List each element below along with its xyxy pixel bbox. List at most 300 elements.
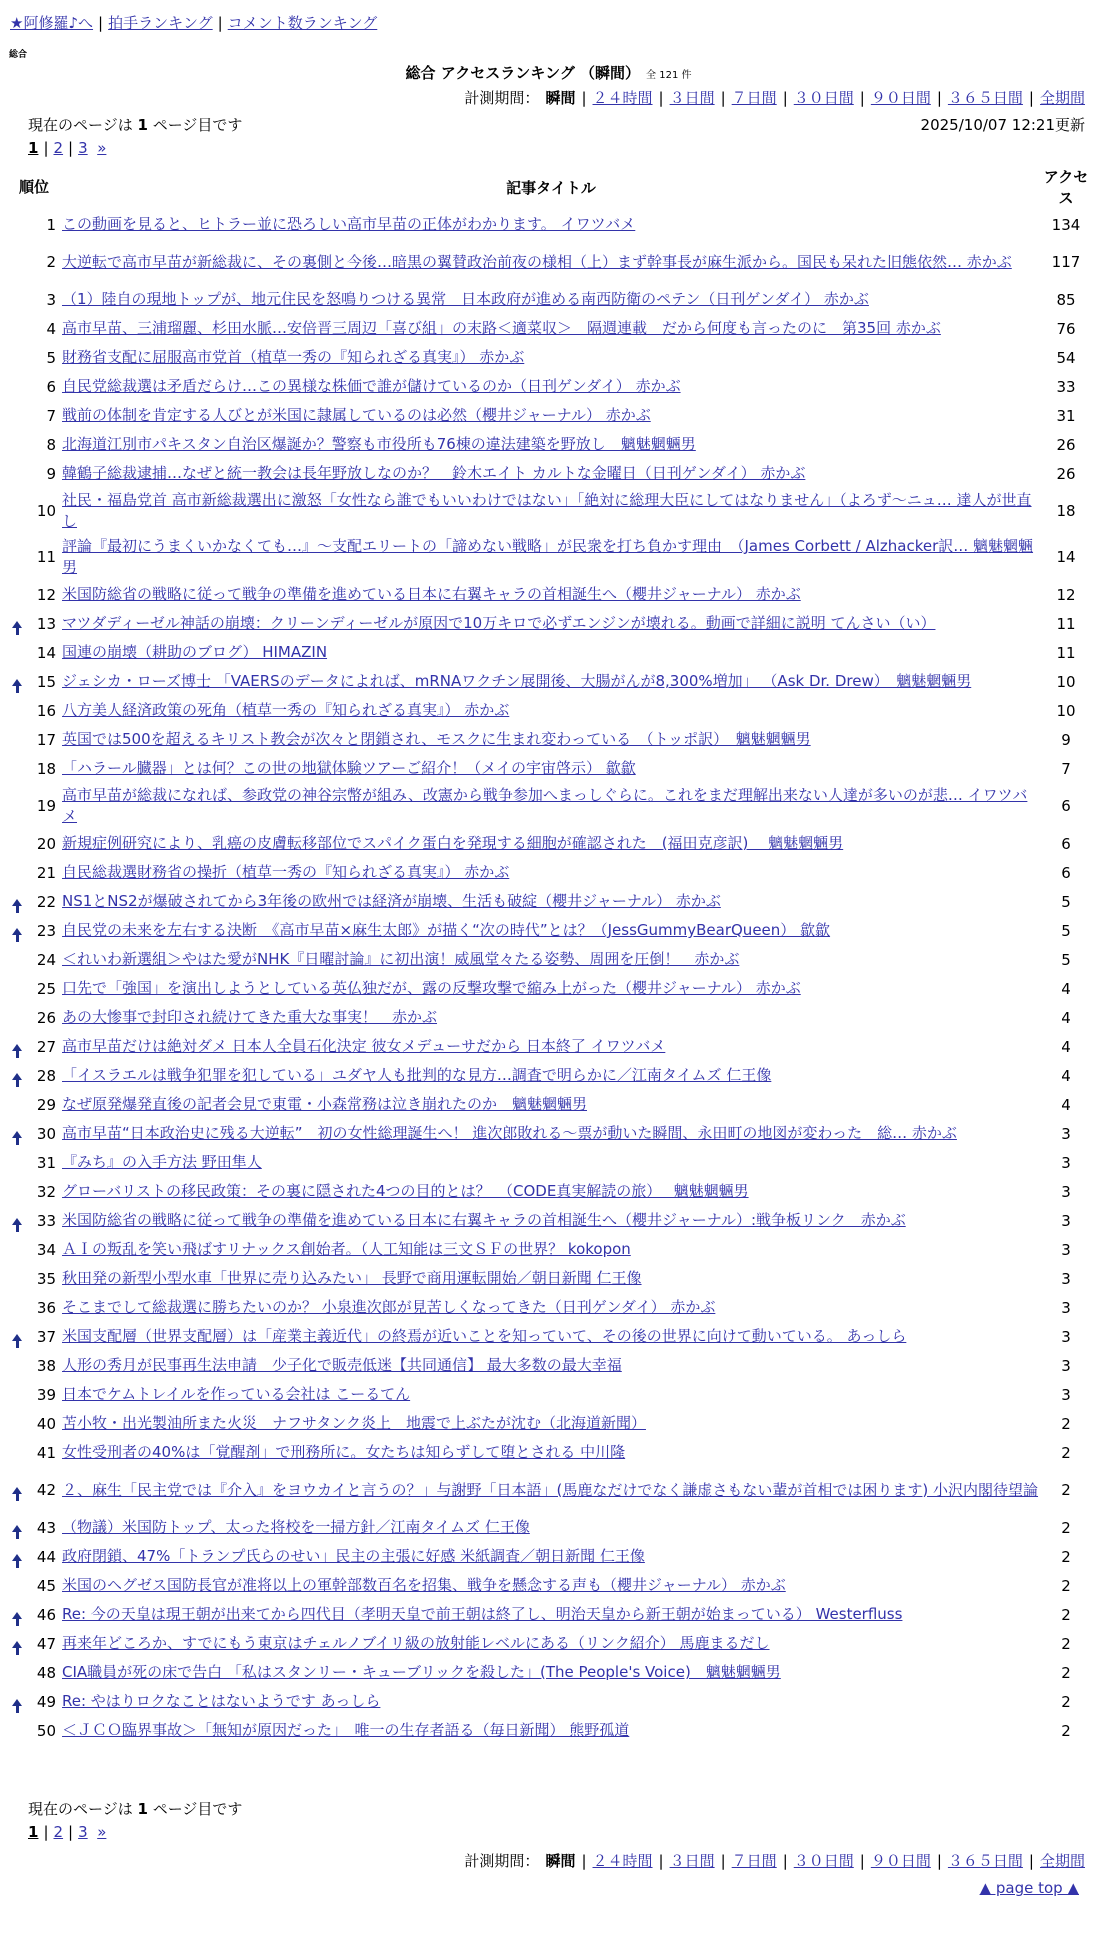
rank-number: 10: [36, 502, 56, 520]
rank-change-cell: [8, 239, 26, 285]
rank-change-cell: [8, 534, 26, 580]
article-title-cell: [60, 1438, 1042, 1467]
arrow-up-icon: [12, 1044, 22, 1051]
article-link[interactable]: 高市早苗だけは絶対ダメ 日本人全員石化決定 彼女メデューサだから 日本終了 イワツバメ: [62, 1037, 666, 1055]
page-info-top: [28, 114, 242, 135]
access-count: 12: [1056, 585, 1076, 604]
access-count: 2: [1061, 1414, 1071, 1433]
rank-number: 4: [46, 319, 56, 338]
table-row: [8, 829, 1090, 858]
table-row: [8, 1600, 1090, 1629]
rank-number: 24: [36, 950, 56, 969]
article-title-cell: [60, 1235, 1042, 1264]
article-title-cell: [60, 1629, 1042, 1658]
rank-number: 39: [36, 1385, 56, 1404]
access-count: 9: [1061, 730, 1071, 749]
article-link[interactable]: マツダディーゼル神話の崩壊：クリーンディーゼルが原因で10万キロで必ずエンジンが壊れる。動画で詳細に説明 てんさい（い）: [62, 614, 936, 632]
article-title-cell: [60, 974, 1042, 1003]
rank-number: 38: [36, 1356, 56, 1375]
article-link[interactable]: 人形の秀月が民事再生法申請 少子化で販売低迷【共同通信】 最大多数の最大幸福: [62, 1356, 622, 1374]
rank-change-cell: [8, 314, 26, 343]
access-count: 11: [1056, 614, 1076, 633]
article-link[interactable]: 日本でケムトレイルを作っている会社は こーるてん: [62, 1385, 411, 1403]
rank-number: 40: [36, 1414, 56, 1433]
table-row: [8, 916, 1090, 945]
pager-next[interactable]: »: [97, 1823, 107, 1841]
article-title-cell: [60, 754, 1042, 783]
rank-change-cell: [8, 725, 26, 754]
article-title-cell: [60, 1032, 1042, 1061]
article-title-cell: [60, 401, 1042, 430]
article-title-cell: [60, 638, 1042, 667]
access-count: 10: [1056, 701, 1076, 720]
article-title-cell: [60, 1542, 1042, 1571]
period-link-365d[interactable]: ３６５日間: [947, 89, 1023, 107]
ranking-table: [8, 165, 1090, 1745]
period-link-7d[interactable]: ７日間: [731, 89, 777, 107]
page-info-suffix: ページ目です: [152, 116, 243, 134]
access-count: 2: [1061, 1547, 1071, 1566]
period-link-3d[interactable]: ３日間: [669, 89, 715, 107]
period-link-7d[interactable]: ７日間: [731, 1852, 777, 1870]
article-link[interactable]: 米国のヘグゼス国防長官が准将以上の軍幹部数百名を招集、戦争を懸念する声も（櫻井ジャーナル） 赤かぶ: [62, 1576, 786, 1594]
article-title-cell: [60, 430, 1042, 459]
period-link-30d[interactable]: ３０日間: [793, 1852, 854, 1870]
rank-change-cell: [8, 1061, 26, 1090]
page-top-link[interactable]: ▲ page top ▲: [979, 1879, 1079, 1897]
rank-change-cell: [8, 1322, 26, 1351]
table-row: [8, 1351, 1090, 1380]
article-link[interactable]: 戦前の体制を肯定する人びとが米国に隷属しているのは必然（櫻井ジャーナル） 赤かぶ: [62, 406, 651, 424]
article-title-cell: [60, 945, 1042, 974]
table-row: [8, 1438, 1090, 1467]
article-link[interactable]: 自民総裁選財務省の操折（植草一秀の『知られざる真実』） 赤かぶ: [62, 863, 510, 881]
table-row: [8, 534, 1090, 580]
article-title-cell: [60, 1206, 1042, 1235]
pagination-bottom: 1 | 2 | 3 »: [28, 1823, 107, 1841]
article-title-cell: [60, 1600, 1042, 1629]
rank-number: 12: [36, 585, 56, 604]
access-count: 117: [1051, 253, 1081, 271]
article-link[interactable]: 自民党総裁選は矛盾だらけ…この異様な株価で誰が儲けているのか（日刊ゲンダイ） 赤かぶ: [62, 377, 681, 395]
access-count: 2: [1061, 1634, 1071, 1653]
arrow-up-icon: [12, 1699, 22, 1706]
article-link[interactable]: 韓鶴子総裁逮捕…なぜと統一教会は長年野放しなのか？ 鈴木エイト カルトな金曜日（日刊ゲンダイ） 赤かぶ: [62, 464, 806, 482]
article-link[interactable]: あの大惨事で封印され続けてきた重大な事実！ 赤かぶ: [62, 1008, 438, 1026]
rank-number: 23: [36, 921, 56, 940]
access-count: 4: [1061, 979, 1071, 998]
table-row: [8, 858, 1090, 887]
article-link[interactable]: 国連の崩壊（耕助のブログ） HIMAZIN: [62, 643, 328, 661]
period-label: 計測期間：: [464, 89, 540, 107]
access-count: 5: [1061, 921, 1071, 940]
access-count: 31: [1056, 406, 1076, 425]
pager-next[interactable]: »: [97, 139, 107, 157]
rank-number: 18: [36, 759, 56, 778]
rank-number: 7: [46, 406, 56, 425]
table-row: [8, 239, 1090, 285]
rank-number: 13: [36, 614, 56, 633]
article-title-cell: [60, 1090, 1042, 1119]
access-count: 18: [1056, 502, 1076, 520]
rank-change-cell: [8, 916, 26, 945]
article-title-cell: [60, 725, 1042, 754]
article-link[interactable]: NS1とNS2が爆破されてから3年後の欧州では経済が崩壊、生活も破綻（櫻井ジャーナル） 赤かぶ: [62, 892, 721, 910]
access-count: 3: [1061, 1298, 1071, 1317]
rank-change-cell: [8, 1206, 26, 1235]
article-link[interactable]: 苫小牧・出光製油所また火災 ナフサタンク炎上 地震で上ぶたが沈む（北海道新聞）: [62, 1414, 646, 1432]
rank-change-cell: [8, 1380, 26, 1409]
rank-change-cell: [8, 638, 26, 667]
rank-number: 36: [36, 1298, 56, 1317]
rank-change-cell: [8, 1467, 26, 1513]
table-row: [8, 1148, 1090, 1177]
access-count: 3: [1061, 1385, 1071, 1404]
article-title-cell: [60, 343, 1042, 372]
rank-number: 25: [36, 979, 56, 998]
table-row: [8, 1032, 1090, 1061]
article-link[interactable]: 米国支配層（世界支配層）は「産業主義近代」の終焉が近いことを知っていて、その後の世界に向けて動いている。 あっしら: [62, 1327, 907, 1345]
page-info-number: 1: [137, 1800, 148, 1818]
rank-change-cell: [8, 1090, 26, 1119]
updated-timestamp: 2025/10/07 12:21更新: [920, 116, 1085, 134]
separator: |: [217, 14, 223, 32]
period-link-all[interactable]: 全期間: [1039, 1852, 1085, 1870]
rank-change-cell: [8, 1148, 26, 1177]
period-link-24h[interactable]: ２４時間: [592, 89, 653, 107]
article-title-cell: [60, 1467, 1042, 1513]
page-info-number: 1: [137, 116, 148, 134]
rank-change-cell: [8, 945, 26, 974]
pager-page-3[interactable]: 3: [78, 1823, 88, 1841]
table-row: [8, 1206, 1090, 1235]
rank-number: 9: [46, 464, 56, 483]
pager-page-2[interactable]: 2: [53, 139, 64, 157]
access-count: 54: [1056, 348, 1076, 367]
period-link-90d[interactable]: ９０日間: [870, 1852, 931, 1870]
access-count: 3: [1061, 1327, 1071, 1346]
article-link[interactable]: 評論『最初にうまくいかなくても…』～支配エリートの「諦めない戦略」が民衆を打ち負かす理由 （James Corbett / Alzhacker訳… 魑魅魍魎男: [62, 537, 1034, 576]
access-count: 11: [1056, 643, 1076, 662]
rank-number: 2: [46, 253, 56, 271]
article-title-cell: [60, 783, 1042, 829]
article-title-cell: [60, 285, 1042, 314]
applause-ranking-link[interactable]: 拍手ランキング: [108, 14, 213, 32]
rank-change-cell: [8, 1600, 26, 1629]
rank-change-cell: [8, 459, 26, 488]
rank-change-cell: [8, 974, 26, 1003]
period-link-3d[interactable]: ３日間: [669, 1852, 715, 1870]
article-link[interactable]: CIA職員が死の床で告白 「私はスタンリー・キューブリックを殺した」(The People's Voice) 魑魅魍魎男: [62, 1663, 781, 1681]
article-link[interactable]: 英国では500を超えるキリスト教会が次々と閉鎖され、モスクに生まれ変わっている （トッポ訳） 魑魅魍魎男: [62, 730, 811, 748]
table-row: [8, 488, 1090, 534]
table-row: [8, 430, 1090, 459]
article-link[interactable]: 政府閉鎖、47%「トランプ氏らのせい」民主の主張に好感 米紙調査／朝日新聞 仁王像: [62, 1547, 645, 1565]
access-count: 6: [1061, 797, 1071, 815]
article-title-cell: [60, 1513, 1042, 1542]
article-link[interactable]: 北海道江別市パキスタン自治区爆誕か？警察も市役所も76棟の違法建築を野放し 魑魅魍魎男: [62, 435, 696, 453]
rank-change-cell: [8, 609, 26, 638]
article-title-cell: [60, 1177, 1042, 1206]
rank-number: 34: [36, 1240, 56, 1259]
table-row: [8, 1542, 1090, 1571]
period-link-24h[interactable]: ２４時間: [592, 1852, 653, 1870]
access-count: 2: [1061, 1605, 1071, 1624]
table-row: [8, 725, 1090, 754]
rank-number: 14: [36, 643, 56, 662]
access-count: 6: [1061, 863, 1071, 882]
arrow-up-icon: [12, 1525, 22, 1532]
article-link[interactable]: ＜ＪＣＯ臨界事故＞「無知が原因だった」 唯一の生存者語る（毎日新聞） 熊野孤道: [62, 1721, 630, 1739]
page-info-suffix: ページ目です: [152, 1800, 243, 1818]
article-link[interactable]: この動画を見ると、ヒトラー並に恐ろしい高市早苗の正体がわかります。 イワツバメ: [62, 215, 636, 233]
article-link[interactable]: 口先で「強国」を演出しようとしている英仏独だが、露の反撃攻撃で縮み上がった（櫻井ジャーナル） 赤かぶ: [62, 979, 801, 997]
rank-change-cell: [8, 1119, 26, 1148]
article-title-cell: [60, 488, 1042, 534]
table-row: [8, 638, 1090, 667]
access-header: アクセス: [1043, 167, 1089, 207]
comment-ranking-link[interactable]: コメント数ランキング: [227, 14, 378, 32]
table-row: [8, 459, 1090, 488]
table-row: [8, 1409, 1090, 1438]
table-row: [8, 887, 1090, 916]
article-title-cell: [60, 667, 1042, 696]
article-link[interactable]: 米国防総省の戦略に従って戦争の準備を進めている日本に右翼キャラの首相誕生へ（櫻井ジャーナル）:戦争板リンク 赤かぶ: [62, 1211, 906, 1229]
table-row: [8, 609, 1090, 638]
rank-number: 3: [46, 290, 56, 309]
access-count: 2: [1061, 1692, 1071, 1711]
article-link[interactable]: 大逆転で高市早苗が新総裁に、その裏側と今後…暗黒の翼賛政治前夜の様相（上）まず幹事長が麻生派から。国民も呆れた旧態依然… 赤かぶ: [62, 252, 1012, 271]
article-link[interactable]: 米国防総省の戦略に従って戦争の準備を進めている日本に右翼キャラの首相誕生へ（櫻井ジャーナル） 赤かぶ: [62, 585, 801, 603]
rank-change-cell: [8, 488, 26, 534]
access-count: 3: [1061, 1124, 1071, 1143]
rank-change-cell: [8, 667, 26, 696]
article-link[interactable]: 自民党の未来を左右する決断 《高市早苗×麻生太郎》が描く“次の時代”とは？（JessGummyBearQueen） 歙歙: [62, 921, 831, 939]
pagination-top: 1 | 2 | 3 »: [28, 139, 107, 157]
arrow-up-icon: [12, 1487, 22, 1494]
article-title-cell: [60, 1716, 1042, 1745]
article-link[interactable]: 新規症例研究により、乳癌の皮膚転移部位でスパイク蛋白を発現する細胞が確認された (福田克彦訳) 魑魅魍魎男: [62, 834, 844, 852]
article-link[interactable]: 八方美人経済政策の死角（植草一秀の『知られざる真実』） 赤かぶ: [62, 701, 510, 719]
article-title-cell: [60, 916, 1042, 945]
article-title-cell: [60, 1380, 1042, 1409]
access-count: 6: [1061, 834, 1071, 853]
rank-change-cell: [8, 580, 26, 609]
table-row: [8, 1716, 1090, 1745]
rank-change-cell: [8, 372, 26, 401]
rank-number: 21: [36, 863, 56, 882]
rank-change-cell: [8, 1542, 26, 1571]
article-link[interactable]: ２、麻生「民主党では『介入』をヨウカイと言うの？」与謝野「日本語」(馬鹿なだけでなく謙虚さもない輩が首相では困ります) 小沢内閣待望論: [62, 1480, 1039, 1499]
rank-number: 31: [36, 1153, 56, 1172]
access-count: 3: [1061, 1182, 1071, 1201]
access-count: 7: [1061, 759, 1071, 778]
access-count: 2: [1061, 1443, 1071, 1462]
rank-change-cell: [8, 1571, 26, 1600]
rank-number: 41: [36, 1443, 56, 1462]
page-title: [0, 62, 1097, 83]
access-count: 3: [1061, 1211, 1071, 1230]
article-link[interactable]: 「ハラール臓器」とは何？この世の地獄体験ツアーご紹介！（メイの宇宙啓示） 歙歙: [62, 759, 636, 777]
article-title-cell: [60, 1322, 1042, 1351]
table-row: [8, 1629, 1090, 1658]
access-count: 2: [1061, 1576, 1071, 1595]
access-count: 33: [1056, 377, 1076, 396]
article-link[interactable]: 高市早苗“日本政治史に残る大逆転” 初の女性総理誕生へ！ 進次郎敗れる～票が動いた瞬間、永田町の地図が変わった 総… 赤かぶ: [62, 1124, 957, 1142]
article-link[interactable]: （物議）米国防トップ、太った将校を一掃方針／江南タイムズ 仁王像: [62, 1518, 530, 1536]
access-count: 26: [1056, 435, 1076, 454]
rank-change-cell: [8, 1409, 26, 1438]
article-link[interactable]: ＡＩの叛乱を笑い飛ばすリナックス創始者。（人工知能は三文ＳＦの世界？ kokopon: [62, 1240, 631, 1258]
rank-number: 47: [36, 1634, 56, 1653]
table-row: [8, 1322, 1090, 1351]
period-link-30d[interactable]: ３０日間: [793, 89, 854, 107]
rank-number: 5: [46, 348, 56, 367]
rank-change-cell: [8, 1629, 26, 1658]
period-selector-top: 計測期間： 瞬間 | ２４時間 | ３日間 | ７日間 | ３０日間 | ９０日間 | ３６５日間 | 全期間: [464, 89, 1085, 107]
rank-number: 29: [36, 1095, 56, 1114]
arrow-up-icon: [12, 1554, 22, 1561]
article-title-cell: [60, 534, 1042, 580]
rank-number: 27: [36, 1037, 56, 1056]
rank-change-cell: [8, 887, 26, 916]
access-count: 85: [1056, 290, 1076, 309]
article-link[interactable]: そこまでして総裁選に勝ちたいのか？ 小泉進次郎が見苦しくなってきた（日刊ゲンダイ） 赤かぶ: [62, 1298, 716, 1316]
table-row: [8, 1119, 1090, 1148]
period-selector-bottom: 計測期間： 瞬間 | ２４時間 | ３日間 | ７日間 | ３０日間 | ９０日間 | ３６５日間 | 全期間: [464, 1852, 1085, 1870]
page-info-prefix: 現在のページは: [28, 1800, 133, 1818]
article-title-cell: [60, 1658, 1042, 1687]
table-row: [8, 1177, 1090, 1206]
rank-number: 33: [36, 1211, 56, 1230]
asyura-home-link[interactable]: ★阿修羅♪へ: [10, 14, 94, 32]
rank-number: 19: [36, 797, 56, 815]
table-row: [8, 210, 1090, 239]
rank-number: 16: [36, 701, 56, 720]
rank-change-cell: [8, 858, 26, 887]
table-row: [8, 1513, 1090, 1542]
rank-number: 1: [46, 215, 56, 234]
access-count: 3: [1061, 1240, 1071, 1259]
article-link[interactable]: ＜れいわ新選組＞やはた愛がNHK『日曜討論』に初出演！威風堂々たる姿勢、周囲を圧倒！ 赤かぶ: [62, 950, 740, 968]
article-link[interactable]: 高市早苗、三浦瑠麗、杉田水脈…安倍晋三周辺「喜び組」の末路＜適菜収＞ 隔週連載 だから何度も言ったのに 第35回 赤かぶ: [62, 319, 941, 337]
article-title-cell: [60, 580, 1042, 609]
rank-number: 17: [36, 730, 56, 749]
access-count: 26: [1056, 464, 1076, 483]
arrow-up-icon: [12, 1218, 22, 1225]
period-link-all[interactable]: 全期間: [1039, 89, 1085, 107]
arrow-up-icon: [12, 1641, 22, 1648]
arrow-up-icon: [12, 1073, 22, 1080]
table-row: [8, 343, 1090, 372]
pager-page-2[interactable]: 2: [53, 1823, 64, 1841]
access-count: 5: [1061, 892, 1071, 911]
table-row: [8, 1380, 1090, 1409]
article-link[interactable]: 秋田発の新型小型水車「世界に売り込みたい」 長野で商用運転開始／朝日新聞 仁王像: [62, 1269, 642, 1287]
article-title-cell: [60, 372, 1042, 401]
rank-number: 8: [46, 435, 56, 454]
article-link[interactable]: 「イスラエルは戦争犯罪を犯している」ユダヤ人も批判的な見方…調査で明らかに／江南タイムズ 仁王像: [62, 1066, 772, 1084]
article-title-cell: [60, 1351, 1042, 1380]
article-title-cell: [60, 1687, 1042, 1716]
article-link[interactable]: 再来年どころか、すでにもう東京はチェルノブイリ級の放射能レベルにある（リンク紹介） 馬鹿まるだし: [62, 1634, 770, 1652]
top-navigation: [10, 12, 377, 33]
article-title-cell: [60, 1003, 1042, 1032]
period-link-365d[interactable]: ３６５日間: [947, 1852, 1023, 1870]
arrow-up-icon: [12, 1334, 22, 1341]
period-label: 計測期間：: [464, 1852, 540, 1870]
rank-change-cell: [8, 401, 26, 430]
access-count: 2: [1061, 1721, 1071, 1740]
article-link[interactable]: Re: 今の天皇は現王朝が出来てから四代目（孝明天皇で前王朝は終了し、明治天皇から新王朝が始まっている） Westerfluss: [62, 1605, 903, 1623]
article-title-cell: [60, 887, 1042, 916]
rank-change-cell: [8, 343, 26, 372]
period-current: 瞬間: [545, 1852, 576, 1870]
table-row: [8, 1658, 1090, 1687]
rank-number: 32: [36, 1182, 56, 1201]
table-row: [8, 285, 1090, 314]
article-title-cell: [60, 858, 1042, 887]
table-row: [8, 372, 1090, 401]
table-row: [8, 1571, 1090, 1600]
table-row: [8, 696, 1090, 725]
article-title-cell: [60, 609, 1042, 638]
rank-number: 20: [36, 834, 56, 853]
article-title-cell: [60, 829, 1042, 858]
rank-number: 43: [36, 1518, 56, 1537]
rank-number: 35: [36, 1269, 56, 1288]
article-title-cell: [60, 1264, 1042, 1293]
article-link[interactable]: ジェシカ・ローズ博士 「VAERSのデータによれば、mRNAワクチン展開後、大腸がんが8,300%増加」 （Ask Dr. Drew） 魑魅魍魎男: [62, 672, 972, 690]
ranking-title: 総合 アクセスランキング （瞬間）: [405, 64, 641, 82]
table-row: [8, 1687, 1090, 1716]
access-count: 4: [1061, 1037, 1071, 1056]
rank-number: 46: [36, 1605, 56, 1624]
period-link-90d[interactable]: ９０日間: [870, 89, 931, 107]
article-link[interactable]: なぜ原発爆発直後の記者会見で東電・小森常務は泣き崩れたのか 魑魅魍魎男: [62, 1095, 588, 1113]
article-link[interactable]: 女性受刑者の40%は「覚醒剤」で刑務所に。女たちは知らずして堕とされる 中川隆: [62, 1443, 626, 1461]
article-link[interactable]: （1）陸自の現地トップが、地元住民を怒鳴りつける異常 日本政府が進める南西防衛のペテン（日刊ゲンダイ） 赤かぶ: [62, 290, 869, 308]
access-count: 4: [1061, 1066, 1071, 1085]
table-row: [8, 1061, 1090, 1090]
article-link[interactable]: 『みち』の入手方法 野田隼人: [62, 1153, 262, 1171]
access-count: 14: [1056, 548, 1076, 566]
article-link[interactable]: グローバリストの移民政策：その裏に隠された4つの目的とは？ （CODE真実解読の旅） 魑魅魍魎男: [62, 1182, 749, 1200]
table-row: [8, 1293, 1090, 1322]
table-row: [8, 783, 1090, 829]
page-info-prefix: 現在のページは: [28, 116, 133, 134]
rank-number: 50: [36, 1721, 56, 1740]
article-link[interactable]: Re: やはりロクなことはないようです あっしら: [62, 1692, 381, 1710]
rank-number: 45: [36, 1576, 56, 1595]
rank-number: 48: [36, 1663, 56, 1682]
page-info-bottom: [28, 1798, 242, 1819]
article-link[interactable]: 社民・福島党首 高市新総裁選出に激怒「女性なら誰でもいいわけではない」「絶対に総理大臣にしてはなりません」（よろず～ニュ… 達人が世直し: [62, 491, 1032, 530]
access-count: 5: [1061, 950, 1071, 969]
article-link[interactable]: 財務省支配に屈服高市党首（植草一秀の『知られざる真実』） 赤かぶ: [62, 348, 525, 366]
table-row: [8, 667, 1090, 696]
article-link[interactable]: 高市早苗が総裁になれば、参政党の神谷宗幣が組み、改憲から戦争参加へまっしぐらに。これをまだ理解出来ない人達が多いのが悲… イワツバメ: [62, 786, 1028, 825]
pager-page-3[interactable]: 3: [78, 139, 88, 157]
access-count: 4: [1061, 1008, 1071, 1027]
rank-change-cell: [8, 783, 26, 829]
table-row: [8, 754, 1090, 783]
period-current: 瞬間: [545, 89, 576, 107]
table-row: [8, 401, 1090, 430]
rank-change-cell: [8, 1264, 26, 1293]
table-row: [8, 1003, 1090, 1032]
table-row: [8, 1235, 1090, 1264]
